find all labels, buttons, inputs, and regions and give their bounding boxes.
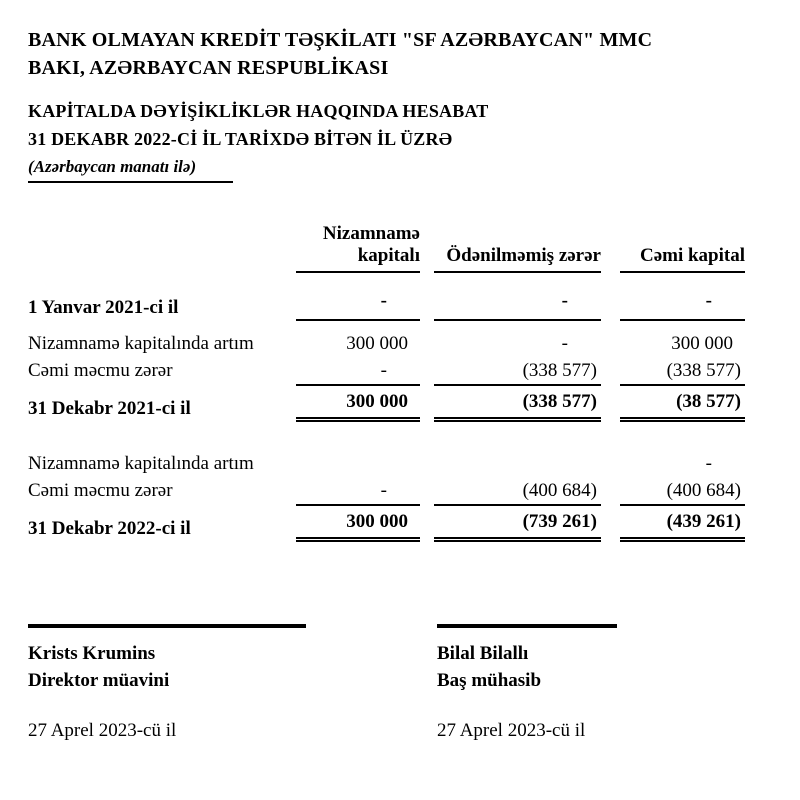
signature-date: 27 Aprel 2023-cü il [28, 720, 177, 741]
cell-charter-capital: - [380, 360, 387, 381]
cell-total-capital: (400 684) [666, 480, 741, 501]
cell-total-capital: - [620, 287, 745, 321]
signatures-section [28, 624, 773, 744]
signer-title: Baş mühasib [437, 670, 542, 691]
column-gap [601, 272, 620, 273]
column-gap [601, 383, 620, 384]
signature-line [28, 624, 306, 628]
equity-changes-table [28, 223, 773, 542]
column-header-accumulated-loss: Ödənilməmiş zərər [434, 245, 601, 273]
column-gap [420, 383, 434, 384]
cell-total-capital: 300 000 [671, 333, 733, 354]
signature-block-chief-accountant [437, 624, 773, 744]
signer-name: Krists Krumins [28, 643, 156, 664]
header-label-spacer [28, 272, 296, 273]
column-gap [601, 320, 620, 321]
cell-charter-capital: 300 000 [346, 333, 408, 354]
row-spacer [28, 321, 773, 330]
row-capital-increase-2022 [28, 450, 773, 477]
row-closing-balance-2021 [28, 384, 773, 422]
column-gap [601, 356, 620, 357]
row-total-comprehensive-loss-2022 [28, 477, 773, 504]
row-label: Cəmi məcmu zərər [28, 360, 173, 381]
cell-accumulated-loss: (338 577) [434, 384, 601, 422]
cell-total-capital: (439 261) [620, 504, 745, 542]
row-label: 31 Dekabr 2021-ci il [28, 398, 191, 419]
column-gap [601, 421, 620, 422]
row-label: Cəmi məcmu zərər [28, 480, 173, 501]
report-title: KAPİTALDA DƏYİŞİKLİKLƏR HAQQINDA HESABAT [28, 101, 489, 121]
cell-charter-capital: - [296, 287, 420, 321]
column-gap [420, 320, 434, 321]
column-gap [420, 421, 434, 422]
table-header-row [28, 223, 773, 273]
cell-accumulated-loss: (338 577) [522, 360, 597, 381]
report-period: 31 DEKABR 2022-Cİ İL TARİXDƏ BİTƏN İL ÜZRƏ [28, 129, 453, 149]
cell-charter-capital: 300 000 [296, 504, 420, 542]
company-name: BANK OLMAYAN KREDİT TƏŞKİLATI "SF AZƏRBAYCAN" MMC [28, 29, 653, 51]
column-gap [601, 503, 620, 504]
column-header-total-capital: Cəmi kapital [620, 245, 745, 273]
signature-line [437, 624, 617, 628]
report-title-block [28, 97, 773, 153]
company-city: BAKI, AZƏRBAYCAN RESPUBLİKASI [28, 57, 389, 79]
column-gap [420, 503, 434, 504]
cell-accumulated-loss: - [434, 287, 601, 321]
column-gap [420, 476, 434, 477]
cell-charter-capital: - [380, 480, 387, 501]
currency-note: (Azərbaycan manatı ilə) [28, 155, 233, 183]
document-header [28, 26, 773, 183]
row-opening-balance-2021 [28, 287, 773, 321]
signature-date: 27 Aprel 2023-cü il [437, 720, 586, 741]
column-gap [420, 272, 434, 273]
cell-total-capital: (38 577) [620, 384, 745, 422]
cell-accumulated-loss: (400 684) [522, 480, 597, 501]
row-label: 1 Yanvar 2021-ci il [28, 297, 179, 318]
signature-block-director [28, 624, 437, 744]
row-label: Nizamnamə kapitalında artım [28, 453, 254, 474]
cell-total-capital: (338 577) [666, 360, 741, 381]
row-total-comprehensive-loss-2021 [28, 357, 773, 384]
signer-name: Bilal Bilallı [437, 643, 529, 664]
row-label: Nizamnamə kapitalında artım [28, 333, 254, 354]
column-header-charter-capital: Nizamnamə kapitalı [296, 223, 420, 273]
cell-accumulated-loss: - [561, 333, 568, 354]
cell-total-capital: - [705, 453, 712, 474]
column-gap [601, 541, 620, 542]
column-gap [420, 356, 434, 357]
row-label: 31 Dekabr 2022-ci il [28, 518, 191, 539]
row-capital-increase-2021 [28, 330, 773, 357]
cell-accumulated-loss: (739 261) [434, 504, 601, 542]
section-spacer [28, 422, 773, 450]
column-gap [420, 541, 434, 542]
signer-title: Direktor müavini [28, 670, 170, 691]
column-gap [601, 476, 620, 477]
cell-charter-capital: 300 000 [296, 384, 420, 422]
row-closing-balance-2022 [28, 504, 773, 542]
